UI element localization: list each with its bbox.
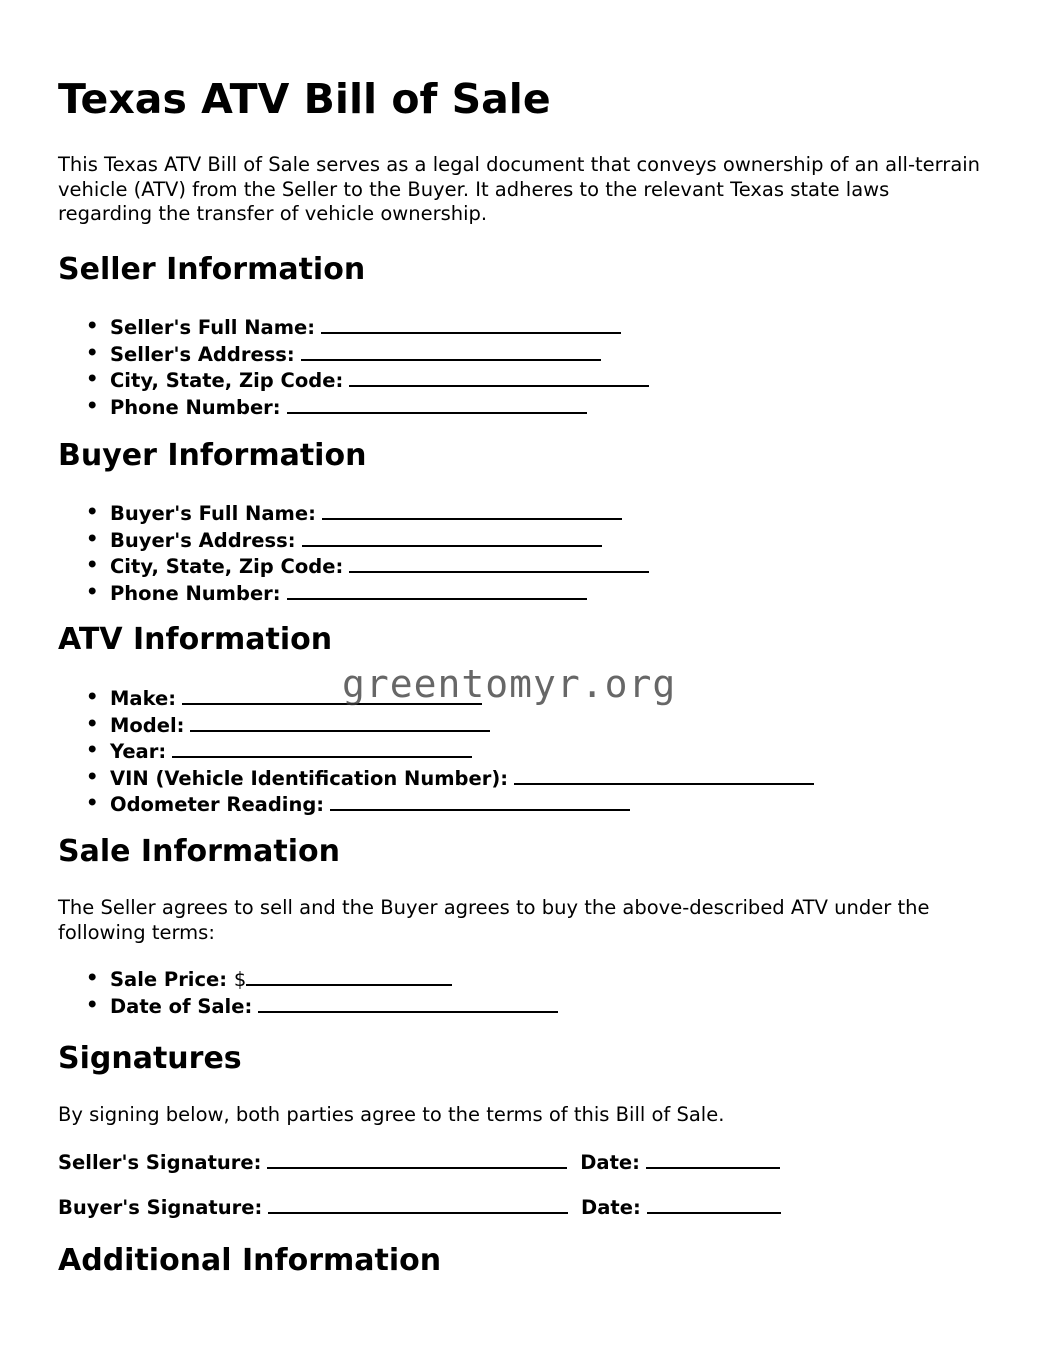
- blank-line[interactable]: [330, 791, 630, 811]
- sale-paragraph: The Seller agrees to sell and the Buyer agrees to buy the above-described ATV under the following terms:: [58, 896, 930, 944]
- buyer-fields: [58, 500, 649, 606]
- blank-line[interactable]: [302, 527, 602, 547]
- seller-date-label: Date:: [580, 1151, 640, 1174]
- bullet-icon: •: [86, 966, 99, 989]
- seller-name-field[interactable]: [58, 314, 649, 341]
- blank-line[interactable]: [514, 765, 814, 785]
- field-label: Sale Price:: [110, 968, 228, 991]
- blank-line[interactable]: [322, 500, 622, 520]
- seller-heading: Seller Information: [58, 252, 366, 287]
- seller-date-blank[interactable]: [646, 1149, 780, 1169]
- bullet-icon: •: [86, 367, 99, 391]
- seller-fields: [58, 314, 649, 420]
- buyer-heading: Buyer Information: [58, 438, 367, 473]
- field-label: Buyer's Full Name:: [110, 502, 316, 525]
- field-label: VIN (Vehicle Identification Number):: [110, 766, 509, 790]
- buyer-phone-field[interactable]: [58, 580, 649, 607]
- atv-year-field[interactable]: [58, 738, 814, 765]
- seller-city-field[interactable]: [58, 367, 649, 394]
- buyer-signature-line: [58, 1194, 781, 1221]
- blank-line[interactable]: [321, 314, 621, 334]
- sale-heading: Sale Information: [58, 834, 340, 869]
- atv-fields: [58, 685, 814, 818]
- blank-line[interactable]: [287, 394, 587, 414]
- signatures-paragraph: By signing below, both parties agree to the terms of this Bill of Sale.: [58, 1103, 725, 1126]
- blank-line[interactable]: [287, 580, 587, 600]
- bullet-icon: •: [86, 393, 99, 417]
- field-label: City, State, Zip Code:: [110, 555, 344, 579]
- seller-signature-blank[interactable]: [267, 1149, 567, 1169]
- field-label: Phone Number:: [110, 581, 281, 605]
- atv-make-field[interactable]: [58, 685, 814, 712]
- blank-line[interactable]: [349, 553, 649, 573]
- sale-price-field[interactable]: [58, 966, 558, 993]
- field-label: Seller's Address:: [110, 342, 295, 366]
- buyer-address-field[interactable]: [58, 527, 649, 554]
- seller-phone-field[interactable]: [58, 394, 649, 421]
- blank-line[interactable]: [301, 341, 601, 361]
- buyer-signature-label: Buyer's Signature:: [58, 1196, 263, 1219]
- buyer-signature-blank[interactable]: [268, 1194, 568, 1214]
- currency-symbol: $: [233, 968, 247, 991]
- bullet-icon: •: [86, 314, 99, 337]
- intro-paragraph: This Texas ATV Bill of Sale serves as a legal document that conveys ownership of an all-terrain vehicle (ATV) from the Seller to the Buyer. It adheres to the relevant Texas state laws regarding the transfer of vehicle ownership.: [58, 153, 981, 225]
- bullet-icon: •: [86, 553, 99, 577]
- field-label: City, State, Zip Code:: [110, 369, 344, 393]
- blank-line[interactable]: [349, 367, 649, 387]
- additional-heading: Additional Information: [58, 1243, 442, 1278]
- signatures-heading: Signatures: [58, 1041, 242, 1076]
- field-label: Odometer Reading:: [110, 793, 325, 817]
- atv-model-field[interactable]: [58, 712, 814, 739]
- page-title: Texas ATV Bill of Sale: [58, 75, 551, 123]
- bullet-icon: •: [86, 791, 99, 815]
- blank-line[interactable]: [182, 685, 482, 705]
- atv-vin-field[interactable]: [58, 765, 814, 792]
- sale-fields: [58, 966, 558, 1019]
- bullet-icon: •: [86, 685, 99, 708]
- bullet-icon: •: [86, 579, 99, 603]
- bullet-icon: •: [86, 340, 99, 364]
- bullet-icon: •: [86, 738, 99, 762]
- bullet-icon: •: [86, 500, 99, 523]
- field-label: Buyer's Address:: [110, 528, 296, 552]
- blank-line[interactable]: [258, 993, 558, 1013]
- field-label: Seller's Full Name:: [110, 316, 316, 339]
- bullet-icon: •: [86, 992, 99, 1016]
- atv-heading: ATV Information: [58, 622, 333, 657]
- seller-signature-line: [58, 1149, 780, 1176]
- sale-date-field[interactable]: [58, 993, 558, 1020]
- buyer-date-label: Date:: [581, 1196, 641, 1219]
- field-label: Model:: [110, 713, 185, 737]
- seller-address-field[interactable]: [58, 341, 649, 368]
- bullet-icon: •: [86, 526, 99, 550]
- blank-line[interactable]: [246, 966, 452, 986]
- bullet-icon: •: [86, 764, 99, 788]
- blank-line[interactable]: [190, 712, 490, 732]
- buyer-city-field[interactable]: [58, 553, 649, 580]
- buyer-name-field[interactable]: [58, 500, 649, 527]
- field-label: Phone Number:: [110, 395, 281, 419]
- field-label: Date of Sale:: [110, 994, 253, 1018]
- seller-signature-label: Seller's Signature:: [58, 1151, 262, 1174]
- atv-odometer-field[interactable]: [58, 791, 814, 818]
- field-label: Year:: [110, 740, 167, 764]
- watermark: greentomyr.org: [342, 662, 677, 706]
- bullet-icon: •: [86, 711, 99, 735]
- blank-line[interactable]: [172, 738, 472, 758]
- buyer-date-blank[interactable]: [647, 1194, 781, 1214]
- field-label: Make:: [110, 687, 177, 710]
